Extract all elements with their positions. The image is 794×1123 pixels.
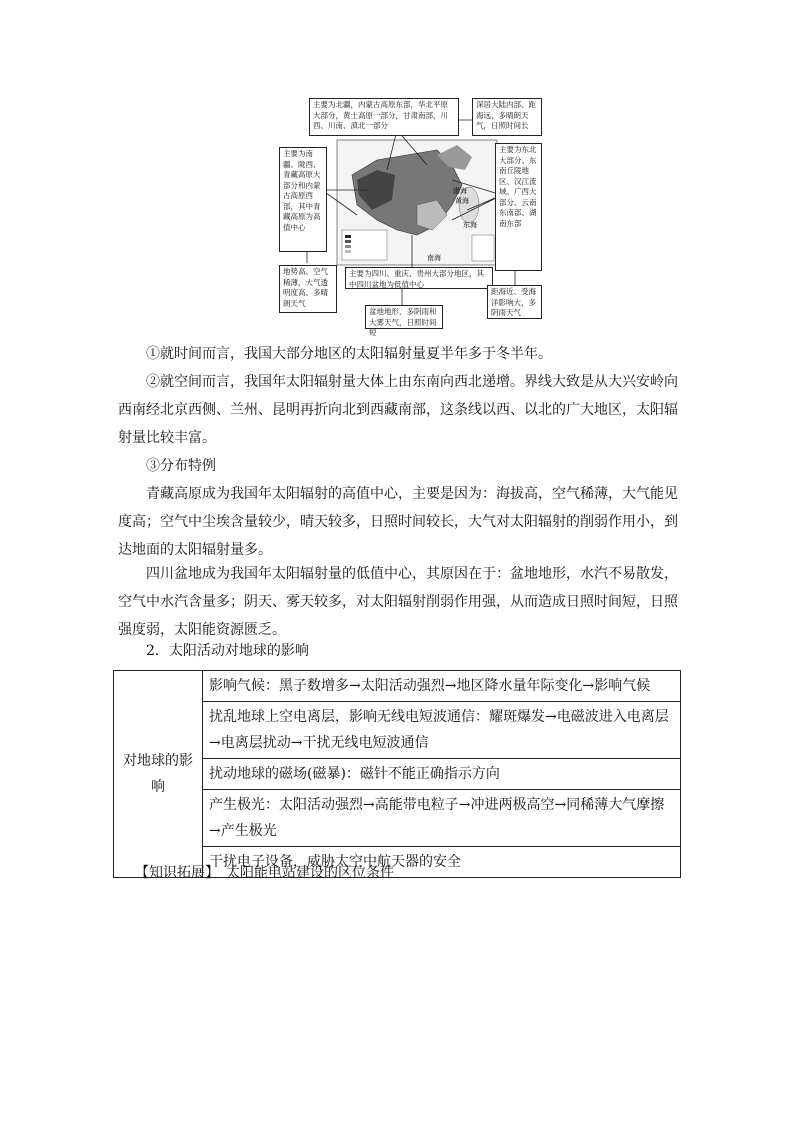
map-label-bohai: 渤海 [453, 187, 467, 195]
section-heading: 2．太阳活动对地球的影响 [146, 643, 309, 659]
impact-row-ionosphere: 扰乱地球上空电离层，影响无线电短波通信：耀斑爆发→电磁波进入电离层→电离层扰动→干扰无线电短波通信 [203, 702, 681, 759]
map-label-huanghai: 黄海 [455, 197, 469, 205]
knowledge-extension: 【知识拓展】 太阳能电站建设的区位条件 [135, 865, 394, 881]
map-label-nanhai: 南海 [427, 254, 441, 262]
impact-row-electronics: 干扰电子设备，威胁太空中航天器的安全 [203, 847, 681, 878]
impact-table-head: 对地球的影响 [114, 671, 203, 878]
impact-row-magnetic: 扰动地球的磁场(磁暴)：磁针不能正确指示方向 [203, 759, 681, 790]
paragraph-space: ②就空间而言，我国年太阳辐射量大体上由东南向西北递增。界线大致是从大兴安岭向西南经北京西侧、兰州、昆明再折向北到西藏南部，这条线以西、以北的广大地区，太阳辐射量比较丰富。 [118, 374, 678, 446]
box-left: 主要为南疆、陇西、青藏高原大部分和内蒙古高原西部，其中青藏高原为高值中心 [279, 147, 327, 252]
paragraph-tibet: 青藏高原成为我国年太阳辐射的高值中心，主要是因为：海拔高，空气稀薄，大气能见度高；空气中尘埃含量较少，晴天较多，日照时间较长，大气对太阳辐射的削弱作用小，到达地面的太阳辐射量多。 [118, 486, 678, 558]
box-bottom-left: 地势高、空气稀薄，大气透明度高、多晴朗天气 [279, 265, 337, 313]
box-inland: 深居大陆内部、距海远，多晴朗天气，日照时间长 [472, 98, 542, 136]
paragraph-time: ①就时间而言，我国大部分地区的太阳辐射量夏半年多于冬半年。 [146, 346, 552, 362]
paragraph-sichuan: 四川盆地成为我国年太阳辐射量的低值中心，其原因在于：盆地地形，水汽不易散发，空气中水汽含量多；阴天、雾天较多，对太阳辐射削弱作用强，从而造成日照时间短，日照强度弱，太阳能资源匮乏。 [118, 566, 678, 638]
box-bottom-mid: 主要为四川、重庆、贵州大部分地区，其中四川盆地为低值中心 [345, 267, 493, 289]
box-north: 主要为北疆，内蒙古高原东部，华北平原大部分，黄土高原一部分，甘肃南部，川西、川南、滇北一部分 [309, 98, 459, 136]
box-right: 主要为东北大部分、东南丘陵地区、汉江流域、广西大部分、云南东南部、湖南东部 [495, 143, 542, 271]
box-bottom-mid2: 盆地地形、多阴雨和大雾天气，日照时间短 [365, 305, 443, 329]
impact-row-climate: 影响气候：黑子数增多→太阳活动强烈→地区降水量年际变化→影响气候 [203, 671, 681, 702]
impact-table [113, 670, 681, 878]
paragraph-special-heading: ③分布特例 [146, 458, 216, 474]
box-bottom-right: 距海近、受海洋影响大，多阴雨天气 [487, 285, 542, 319]
map-label-donghai: 东海 [463, 221, 477, 229]
solar-radiation-map-figure [277, 95, 542, 337]
impact-row-aurora: 产生极光：太阳活动强烈→高能带电粒子→冲进两极高空→同稀薄大气摩擦→产生极光 [203, 790, 681, 847]
